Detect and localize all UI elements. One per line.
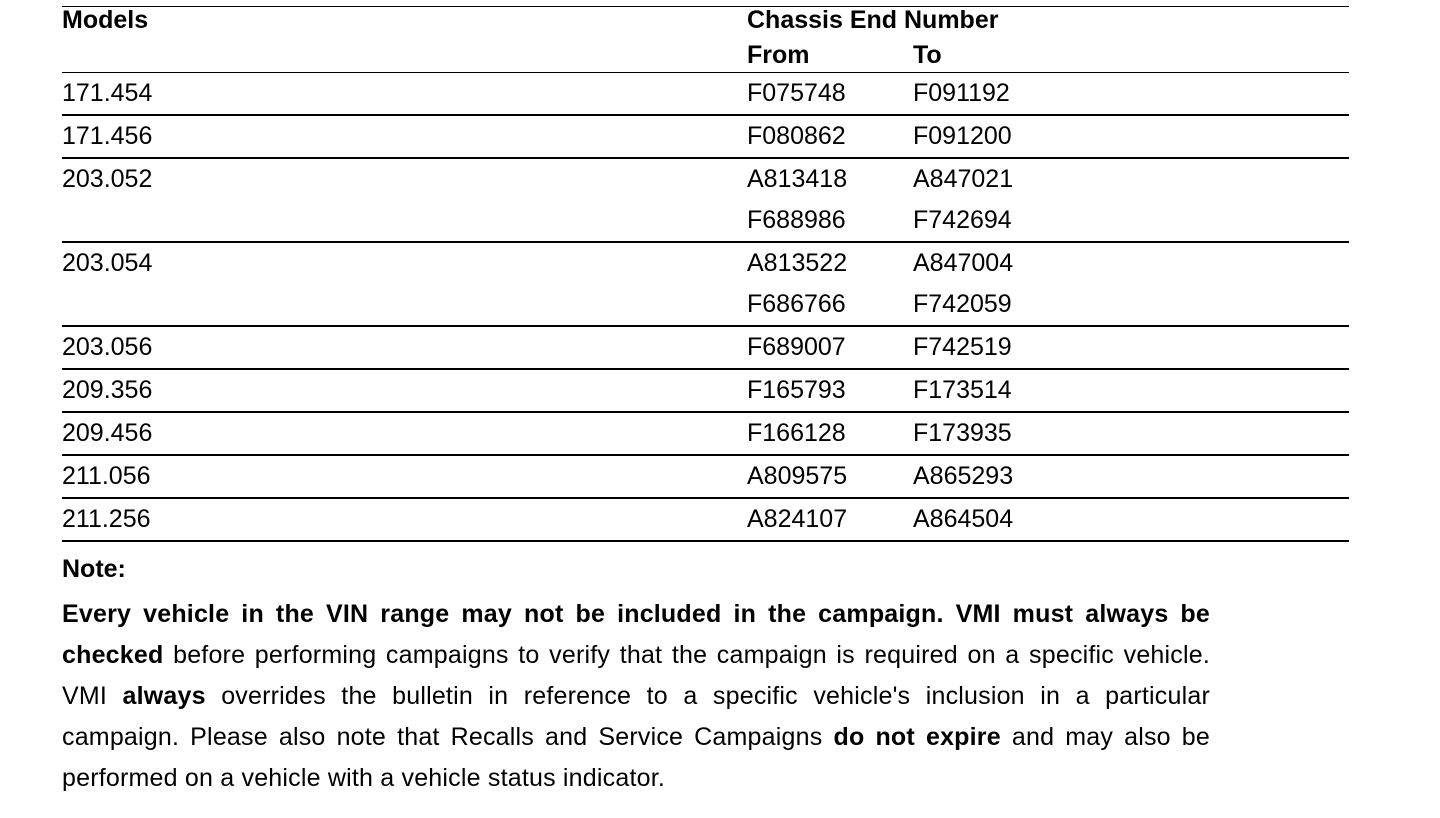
chassis-to-number: F173514 bbox=[913, 376, 1012, 404]
chassis-end-number-header: Chassis End Number bbox=[747, 6, 999, 34]
chassis-to-number: F091200 bbox=[913, 122, 1012, 150]
table-row bbox=[62, 369, 1349, 412]
model-cell bbox=[62, 73, 747, 116]
model-cell bbox=[62, 115, 747, 158]
table-row bbox=[62, 412, 1349, 455]
from-cell bbox=[747, 455, 913, 498]
model-cell bbox=[62, 412, 747, 455]
to-cell bbox=[913, 369, 1349, 412]
table-row bbox=[62, 115, 1349, 158]
chassis-from-number: F080862 bbox=[747, 122, 846, 150]
models-header-spacer bbox=[62, 42, 747, 73]
from-cell bbox=[747, 326, 913, 369]
model-number: 211.256 bbox=[62, 505, 151, 533]
note-text: before performing campaigns to verify that the campaign is required on a specific vehicle. VMI bbox=[62, 641, 1210, 710]
table-row bbox=[62, 242, 1349, 326]
chassis-from-number: F166128 bbox=[747, 419, 846, 447]
note-section bbox=[62, 552, 1210, 799]
model-cell bbox=[62, 242, 747, 326]
table-row bbox=[62, 158, 1349, 242]
model-cell bbox=[62, 158, 747, 242]
note-emphasis: always bbox=[122, 682, 206, 710]
document bbox=[62, 6, 1349, 799]
chassis-to-number: A865293 bbox=[913, 462, 1014, 490]
chassis-from-number: A809575 bbox=[747, 462, 848, 490]
model-number: 209.456 bbox=[62, 419, 153, 447]
to-cell bbox=[913, 455, 1349, 498]
model-cell bbox=[62, 455, 747, 498]
table-row bbox=[62, 455, 1349, 498]
note-text: and may also be performed on a vehicle with a vehicle status indicator. bbox=[62, 723, 1211, 792]
from-cell bbox=[747, 412, 913, 455]
chassis-to-number: F091192 bbox=[913, 79, 1010, 107]
model-number: 203.054 bbox=[62, 249, 153, 277]
note-emphasis: do not expire bbox=[833, 723, 1001, 751]
to-cell bbox=[913, 115, 1349, 158]
to-cell bbox=[913, 158, 1349, 242]
chassis-from-number: A813418 bbox=[747, 165, 848, 193]
note-body bbox=[62, 594, 1210, 799]
chassis-from-number: A824107 bbox=[747, 505, 848, 533]
from-cell bbox=[747, 369, 913, 412]
to-cell bbox=[913, 498, 1349, 541]
note-heading: Note: bbox=[62, 555, 126, 583]
vin-range-table bbox=[62, 7, 1349, 542]
from-header: From bbox=[747, 42, 913, 73]
table-body bbox=[62, 73, 1349, 542]
from-cell bbox=[747, 115, 913, 158]
to-cell bbox=[913, 73, 1349, 116]
from-cell bbox=[747, 242, 913, 326]
table-row bbox=[62, 498, 1349, 541]
chassis-from-number: F165793 bbox=[747, 376, 846, 404]
chassis-from-number: F688986 bbox=[747, 206, 846, 234]
model-number: 203.052 bbox=[62, 165, 153, 193]
model-cell bbox=[62, 326, 747, 369]
chassis-to-number: F742059 bbox=[913, 290, 1012, 318]
model-cell bbox=[62, 369, 747, 412]
to-cell bbox=[913, 326, 1349, 369]
chassis-to-number: A847004 bbox=[913, 249, 1014, 277]
from-cell bbox=[747, 498, 913, 541]
from-cell bbox=[747, 73, 913, 116]
to-header: To bbox=[913, 42, 1349, 73]
chassis-from-number: F075748 bbox=[747, 79, 846, 107]
model-number: 203.056 bbox=[62, 333, 153, 361]
chassis-to-number: F742519 bbox=[913, 333, 1012, 361]
chassis-to-number: A847021 bbox=[913, 165, 1014, 193]
model-number: 171.456 bbox=[62, 122, 153, 150]
chassis-from-number: F686766 bbox=[747, 290, 846, 318]
models-header: Models bbox=[62, 6, 149, 34]
chassis-from-number: F689007 bbox=[747, 333, 846, 361]
chassis-to-number: F173935 bbox=[913, 419, 1012, 447]
from-cell bbox=[747, 158, 913, 242]
chassis-to-number: A864504 bbox=[913, 505, 1014, 533]
model-number: 211.056 bbox=[62, 462, 151, 490]
model-number: 171.454 bbox=[62, 79, 153, 107]
to-cell bbox=[913, 412, 1349, 455]
note-emphasis: Every vehicle in the VIN range may not be included in the campaign. VMI must always be checked bbox=[62, 600, 1210, 669]
model-number: 209.356 bbox=[62, 376, 153, 404]
model-cell bbox=[62, 498, 747, 541]
note-text: overrides the bulletin in reference to a specific vehicle's inclusion in a particular campaign. Please also note that Recalls and Service Campaigns bbox=[62, 682, 1210, 751]
chassis-from-number: A813522 bbox=[747, 249, 848, 277]
table-row bbox=[62, 326, 1349, 369]
chassis-to-number: F742694 bbox=[913, 206, 1012, 234]
to-cell bbox=[913, 242, 1349, 326]
table-row bbox=[62, 73, 1349, 116]
